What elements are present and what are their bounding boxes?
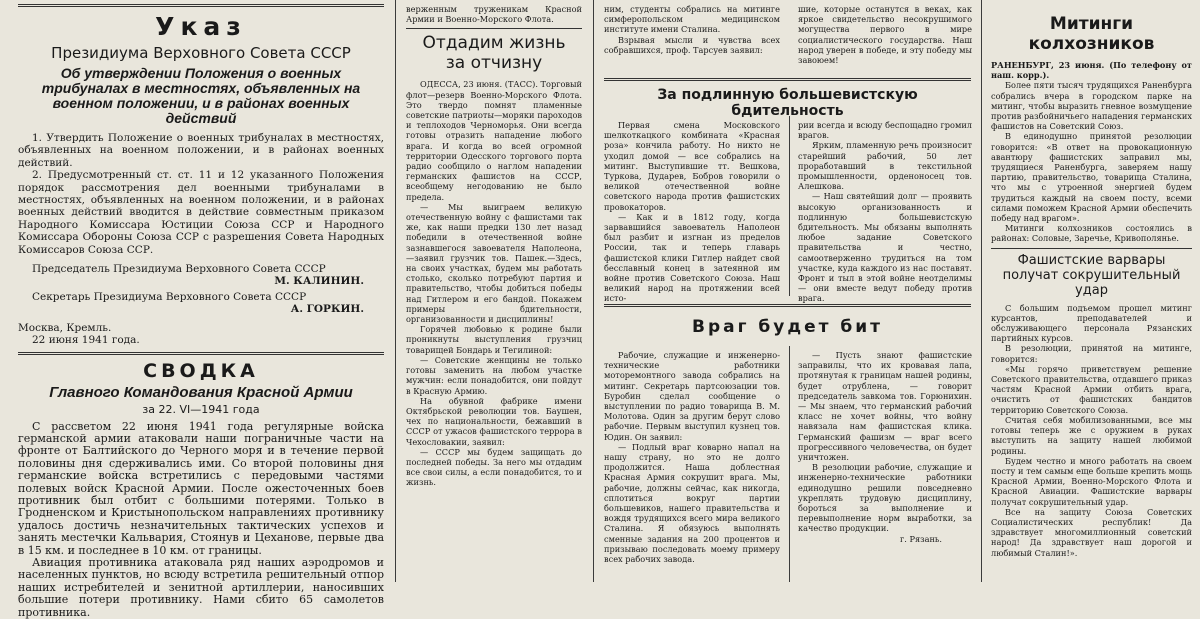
column-rule (789, 346, 790, 582)
svodka-paragraph-1: С рассветом 22 июня 1941 года регулярные войска германской армии атаковали наши пограничные части на фронте от Балтийского до Черного моря и в течение первой половины дня сдерживались ими. Со второй половины дня германские войска встретились с передовыми частями полевых войск Красной Армии. После ожесточенных боев противник был отбит с большими потерями. Только в Гродненском и Кристынопольском направлениях противнику удалось достичь незначительных тактических успехов и занять местечки Кальвария, Стоянув и Цеханове, первые два в 15 км. и последнее в 10 км. от границы. (18, 419, 384, 557)
article-title: Фашистские варвары получат сокрушительный удар (1002, 252, 1181, 298)
article-vigilance-header (596, 74, 979, 119)
article-paragraph: Ярким, пламенную речь произносит старейший рабочий, 50 лет проработавший в текстильной промышленности, орденоносец тов. Алешкова. (798, 140, 972, 192)
article-paragraph: — Пусть знают фашистские заправилы, что их кровавая лапа, протянутая к границам нашей родины, будет отрублена, — говорит председатель завкома тов. Горюнихин. — Мы знаем, что германский рабочий класс не хочет войны, что войну навязала нам фашистская клика. Германский фашизм — враг всего прогрессивного человечества, он будет уничтожен. (798, 350, 972, 463)
article-paragraph: В резолюции рабочие, служащие и инженерно-технические работники единодушно решили повседневно укреплять трудовую дисциплину, бороться за выполнение и перевыполнение норм выработки, за качество продукции. (798, 462, 972, 534)
signature-2-name: А. ГОРКИН. (290, 303, 364, 316)
article-paragraph: — Как и в 1812 году, когда зарвавшийся завоеватель Наполеон был разбит и изгнан из пределов России, так и теперь главарь фашистской клики Гитлер найдет свой бесславный конец в затеянной им войне против Советского Союза. Наш великий народ на протяжении всей исто- (604, 211, 780, 304)
article-paragraph: На обувной фабрике имени Октябрьской революции тов. Баушен, чех по национальности, бежавший в СССР от ужасов фашистского террора в Чехословакии, заявил: (406, 395, 582, 447)
article-paragraph: Все на защиту Союза Советских Социалистических республик! Да здравствует многомиллионный советский народ! Да здравствует наш дорогой и любимый Сталин!». (991, 506, 1192, 558)
article-paragraph: Горячей любовью к родине были проникнуты выступления грузчиц товарищей Бондарь и Тегилиной: (406, 324, 582, 355)
ukaz-subtitle: Президиума Верховного Совета СССР (51, 44, 351, 62)
article-paragraph: — Мы выиграем великую отечественную войну с фашистами так же, как наши предки 130 лет назад победили в отечественной войне зазнавшегося завоевателя Наполеона,—заявил грузчик тов. Пашек.—Здесь, на своих участках, будем мы работать столько, сколько потребуют партия и правительство, чтобы добиться победы над Гитлером и его бандой. Покажем примеры бдительности, организованности и дисциплины! (406, 201, 582, 325)
article-paragraph: Будем честно и много работать на своем посту и тем самым еще больше крепить мощь Красной Армии, Военно-Морского Флота и Красной Авиации. Фашистские варвары получат сокрушительный удар. (991, 455, 1192, 507)
article-paragraph: — СССР мы будем защищать до последней победы. За него мы отдадим все свои силы, а если понадобится, то и жизнь. (406, 446, 582, 488)
ukaz-title: Указ (155, 12, 247, 41)
decree-item-2: 2. Предусмотренный ст. ст. 11 и 12 указанного Положения порядок рассмотрения дел военными трибуналами в местностях, объявленных на военном положении, и в районах военных действий вводится в действие совместным приказом Народного Комиссара Юстиции Союза ССР и Народного Комиссара Обороны Союза ССР с разрешения Совета Народных Комиссаров Союза ССР. (18, 169, 384, 256)
article-title: за отчизну (445, 53, 543, 74)
column-ukaz-svodka (0, 0, 392, 619)
article-vigilance-right (790, 116, 980, 304)
column-mitingi (983, 0, 1200, 582)
column-rule (395, 0, 396, 582)
svodka-date: за 22. VI—1941 года (142, 402, 260, 416)
article-paragraph: Более пяти тысяч трудящихся Раненбурга собрались вчера в городском парке на митинг, чтобы выразить гневное возмущение против разбойничьего нападения германских фашистов на Советский Союз. (991, 80, 1192, 132)
article-title: колхозников (1028, 34, 1155, 54)
article-paragraph: В единодушно принятой резолюции говорится: «В ответ на провокационную авантюру фашистских заправил мы, трудящиеся Раненбурга, заверяем нашу партию, правительство, товарища Сталина, что мы с утроенной энергией будем трудиться каждый на своем посту, всеми силами поможем Красной Армии обеспечить победу над врагом». (991, 131, 1192, 224)
divider (18, 4, 384, 7)
carryover-text: Взрывая мысли и чувства всех собравшихся, проф. Тарсуев заявил: (604, 34, 780, 55)
article-signoff: г. Рязань. (899, 533, 942, 544)
svodka-title: СВОДКА (143, 359, 259, 382)
article-title: Враг будет бит (691, 317, 883, 337)
decree-item-1: 1. Утвердить Положение о военных трибуналах в местностях, объявленных на военном положении, и в районах военных действий. (18, 132, 384, 169)
article-paragraph: С большим подъемом прошел митинг курсантов, преподавателей и обслуживающего персонала Рязанских партийных курсов. (991, 302, 1192, 344)
signature-1-name: М. КАЛИНИН. (274, 275, 364, 288)
column-carryover-b (790, 0, 980, 70)
column-rule (789, 116, 790, 296)
article-paragraph: Рабочие, служащие и инженерно-технические работники моторемонтного завода собрались на митинг. Секретарь партсоюзации тов. Буробин сделал сообщение о выступлении по радио товарища В. М. Молотова. Один за другим берут слово рабочие. Первым выступил кузнец тов. Юдин. Он заявил: (604, 350, 780, 442)
carryover-text: ним, студенты собрались на митинге симферопольском медицинском институте имени Сталина. (604, 4, 780, 35)
decree-title: Об утверждении Положения о военных трибуналах в местностях, объявленных на военном положении, и в районах военных действий (41, 65, 361, 126)
divider (18, 352, 384, 355)
decree-date: 22 июня 1941 года. (32, 334, 140, 347)
column-rule (593, 0, 594, 582)
article-title: Митинги (1049, 14, 1134, 34)
article-paragraph: ОДЕССА, 23 июня. (ТАСС). Торговый флот—резерв Военно-Морского Флота. Это твердо помнят пламенные советские патриоты—моряки пароходов и теплоходов Черноморья. Они всегда готовы отразить нападение любого врага. И когда во всей огромной территории Одесского торгового порта радио сообщило о наглом нападении германских фашистов на СССР, всеобщему негодованию не было предела. (406, 79, 582, 202)
article-paragraph: рии всегда и всюду беспощадно громил врагов. (798, 120, 972, 141)
article-paragraph: — Советские женщины не только готовы заменить на любом участке мужчин: если понадобится, они пойдут в Красную Армию. (406, 354, 582, 396)
svodka-paragraph-2: Авиация противника атаковала ряд наших аэродромов и населенных пунктов, но всюду встретила решительный отпор наших истребителей и зенитной артиллерии, наносивших большие потери противнику. Нами сбито 65 самолетов противника. (18, 555, 384, 619)
svodka-subtitle: Главного Командования Красной Армии (49, 383, 353, 401)
article-paragraph: Считая себя мобилизованными, все мы готовы теперь же с оружием в руках выступить на защиту нашей любимой родины. (991, 414, 1192, 456)
signature-2-title: Секретарь Президиума Верховного Совета СССР (32, 290, 307, 303)
article-enemy-header (596, 300, 979, 340)
divider (604, 304, 971, 307)
column-rule (981, 0, 982, 582)
column-otdadim (398, 0, 590, 582)
article-paragraph: — Наш святейший долг — проявить высокую организованность и подлинную большевистскую бдительность. Мы обязаны выполнять любое задание Советского правительства и честно, самоотверженно трудиться на том участке, куда каждого из нас поставят. Фронт и тыл в этой войне неотделимы — они вместе ведут победу против врага. (798, 191, 972, 304)
article-enemy-right (790, 346, 980, 582)
dateline: РАНЕНБУРГ, 23 июня. (По телефону от наш. корр.). (991, 60, 1192, 81)
divider (406, 28, 582, 29)
divider (991, 248, 1192, 249)
article-paragraph: «Мы горячо приветствуем решение Советского правительства, отдавшего приказ частям Красной Армии отбить врага, очистить от фашистских бандитов территорию Советского Союза. (991, 363, 1192, 415)
article-paragraph: В резолюции, принятой на митинге, говорится: (991, 343, 1192, 364)
article-title: За подлинную большевистскую бдительность (657, 87, 918, 119)
column-carryover-a (596, 0, 788, 70)
signature-1-title: Председатель Президиума Верховного Совета СССР (32, 263, 326, 276)
carryover-text: шие, которые останутся в веках, как яркое свидетельство несокрушимого могущества первого в мире социалистического государства. Наш народ уверен в победе, и эту победу мы завоюем! (798, 4, 972, 66)
decree-place: Москва, Кремль. (18, 321, 112, 334)
article-paragraph: Митинги колхозников состоялись в районах: Соловые, Заречье, Кривополянье. (991, 223, 1192, 244)
divider (604, 78, 971, 81)
article-paragraph: — Подлый враг коварно напал на нашу страну, но это не долго продолжится. Наша доблестная Красная Армия сокрушит врага. Мы, рабочие, должны сейчас, как никогда, сплотиться вокруг партии большевиков, нашего правительства и вождя трудящихся всего мира великого Сталина. Я обязуюсь выполнять сменные задания на 200 процентов и призываю последовать моему примеру всех рабочих завода. (604, 441, 780, 565)
article-paragraph: Первая смена Московского шелкоткацкого комбината «Красная роза» кончила работу. Но никто не уходил домой — все собрались на митинг. Выступившие тт. Вешкова, Туркова, Дударев, Бобров говорили о великой отечественной войне советского народа против фашистских провокаторов. (604, 120, 780, 212)
article-enemy-left (596, 346, 788, 582)
carryover-text: верженным труженикам Красной Армии и Военно-Морского Флота. (406, 4, 582, 25)
article-title: Отдадим жизнь (422, 33, 566, 54)
article-vigilance-left (596, 116, 788, 304)
